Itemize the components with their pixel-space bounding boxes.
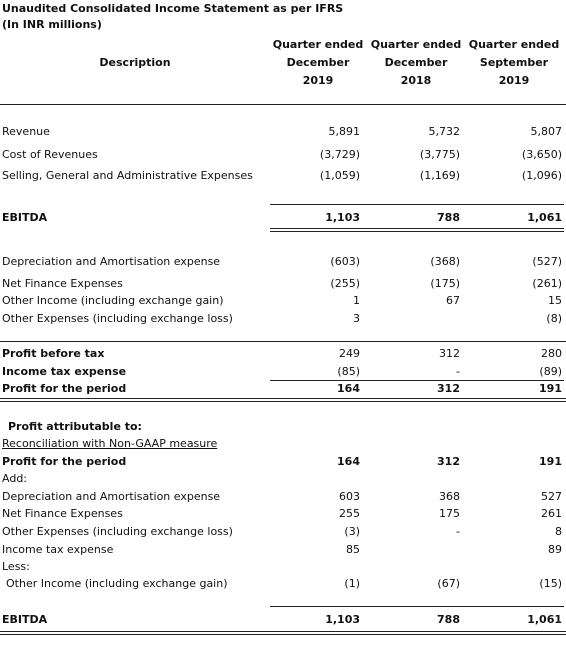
row-oi-q3: 15 <box>548 294 562 307</box>
row-revenue-q1: 5,891 <box>328 125 360 138</box>
row-tax2-label: Income tax expense <box>2 543 114 556</box>
row-da2-label: Depreciation and Amortisation expense <box>2 490 221 503</box>
row-nfe-label: Net Finance Expenses <box>2 277 123 290</box>
row-oi2-q3: (15) <box>539 577 562 590</box>
pbt-top-rule <box>0 341 566 342</box>
row-cost-q2: (3,775) <box>419 148 460 161</box>
col3-header-line3: 2019 <box>498 74 530 87</box>
col1-header-line3: 2019 <box>302 74 334 87</box>
row-oe2-label: Other Expenses (including exchange loss) <box>2 525 233 538</box>
row-cost-q3: (3,650) <box>521 148 562 161</box>
row-pbt-label: Profit before tax <box>2 347 105 360</box>
row-profit2-q2: 312 <box>437 455 460 468</box>
row-oe2-q3: 8 <box>555 525 562 538</box>
col3-header-line1: Quarter ended <box>468 38 560 51</box>
col1-header-line1: Quarter ended <box>272 38 364 51</box>
row-sga-q2: (1,169) <box>419 169 460 182</box>
row-revenue-q2: 5,732 <box>428 125 460 138</box>
row-ebitda1-q3: 1,061 <box>527 211 562 224</box>
row-profit2-q3: 191 <box>539 455 562 468</box>
row-nfe-q3: (261) <box>532 277 562 290</box>
row-profit2-q1: 164 <box>337 455 360 468</box>
row-cost-q1: (3,729) <box>319 148 360 161</box>
col2-header-line1: Quarter ended <box>370 38 462 51</box>
row-profit-q1: 164 <box>337 382 360 395</box>
row-da-q2: (368) <box>430 255 460 268</box>
row-nfe2-q3: 261 <box>541 507 562 520</box>
row-tax-label: Income tax expense <box>2 365 127 378</box>
row-profit-q3: 191 <box>539 382 562 395</box>
row-pbt-q3: 280 <box>541 347 562 360</box>
row-revenue-label: Revenue <box>2 125 50 138</box>
row-oe-q3: (8) <box>546 312 562 325</box>
row-oi2-q2: (67) <box>437 577 460 590</box>
profit-top-rule <box>270 380 564 381</box>
row-tax2-q1: 85 <box>346 543 360 556</box>
row-profit-label: Profit for the period <box>2 382 127 395</box>
row-ebitda2-q2: 788 <box>437 613 460 626</box>
ebitda2-top-rule <box>270 606 564 607</box>
row-da-q3: (527) <box>532 255 562 268</box>
row-da-q1: (603) <box>330 255 360 268</box>
row-oi-label: Other Income (including exchange gain) <box>2 294 224 307</box>
row-da2-q1: 603 <box>339 490 360 503</box>
row-profit-q2: 312 <box>437 382 460 395</box>
ebitda1-top-rule <box>270 204 564 205</box>
row-oe-label: Other Expenses (including exchange loss) <box>2 312 233 325</box>
row-oi-q2: 67 <box>446 294 460 307</box>
row-nfe2-label: Net Finance Expenses <box>2 507 123 520</box>
row-da-label: Depreciation and Amortisation expense <box>2 255 221 268</box>
col3-header-line2: September <box>479 56 549 69</box>
row-tax2-q3: 89 <box>548 543 562 556</box>
row-pbt-q1: 249 <box>339 347 360 360</box>
col1-header-line2: December <box>286 56 350 69</box>
row-oe2-q1: (3) <box>344 525 360 538</box>
row-nfe2-q1: 255 <box>339 507 360 520</box>
row-revenue-q3: 5,807 <box>530 125 562 138</box>
row-ebitda1-q1: 1,103 <box>325 211 360 224</box>
col1-header <box>270 36 366 90</box>
col2-header-line3: 2018 <box>400 74 432 87</box>
row-da2-q3: 527 <box>541 490 562 503</box>
row-pbt-q2: 312 <box>439 347 460 360</box>
row-da2-q2: 368 <box>439 490 460 503</box>
reconciliation-heading: Reconciliation with Non-GAAP measure <box>2 437 218 450</box>
attributable-heading: Profit attributable to: <box>8 420 142 433</box>
row-oi-q1: 1 <box>353 294 360 307</box>
row-tax-q3: (89) <box>539 365 562 378</box>
less-label: Less: <box>2 560 30 573</box>
row-oe-q1: 3 <box>353 312 360 325</box>
profit-bottom-rule <box>0 398 566 402</box>
ebitda1-bottom-rule <box>270 228 564 232</box>
row-nfe-q1: (255) <box>330 277 360 290</box>
row-tax-q1: (85) <box>337 365 360 378</box>
row-ebitda2-label: EBITDA <box>2 613 48 626</box>
row-nfe2-q2: 175 <box>439 507 460 520</box>
row-oi2-label: Other Income (including exchange gain) <box>6 577 228 590</box>
row-ebitda2-q3: 1,061 <box>527 613 562 626</box>
ebitda2-bottom-rule <box>0 631 566 635</box>
statement-title: Unaudited Consolidated Income Statement as per IFRS <box>2 2 344 15</box>
row-nfe-q2: (175) <box>430 277 460 290</box>
header-divider <box>0 104 566 105</box>
row-cost-label: Cost of Revenues <box>2 148 98 161</box>
col3-header <box>466 36 562 90</box>
description-header: Description <box>99 56 171 69</box>
row-ebitda1-label: EBITDA <box>2 211 48 224</box>
row-oi2-q1: (1) <box>344 577 360 590</box>
row-ebitda1-q2: 788 <box>437 211 460 224</box>
row-sga-q1: (1,059) <box>319 169 360 182</box>
row-oe2-q2: - <box>456 525 460 538</box>
col2-header-line2: December <box>384 56 448 69</box>
row-ebitda2-q1: 1,103 <box>325 613 360 626</box>
row-profit2-label: Profit for the period <box>2 455 127 468</box>
row-tax-q2: - <box>456 365 460 378</box>
row-sga-q3: (1,096) <box>521 169 562 182</box>
add-label: Add: <box>2 472 28 485</box>
row-sga-label: Selling, General and Administrative Expenses <box>2 169 253 182</box>
col2-header <box>368 36 464 90</box>
statement-subtitle: (In INR millions) <box>2 18 102 31</box>
